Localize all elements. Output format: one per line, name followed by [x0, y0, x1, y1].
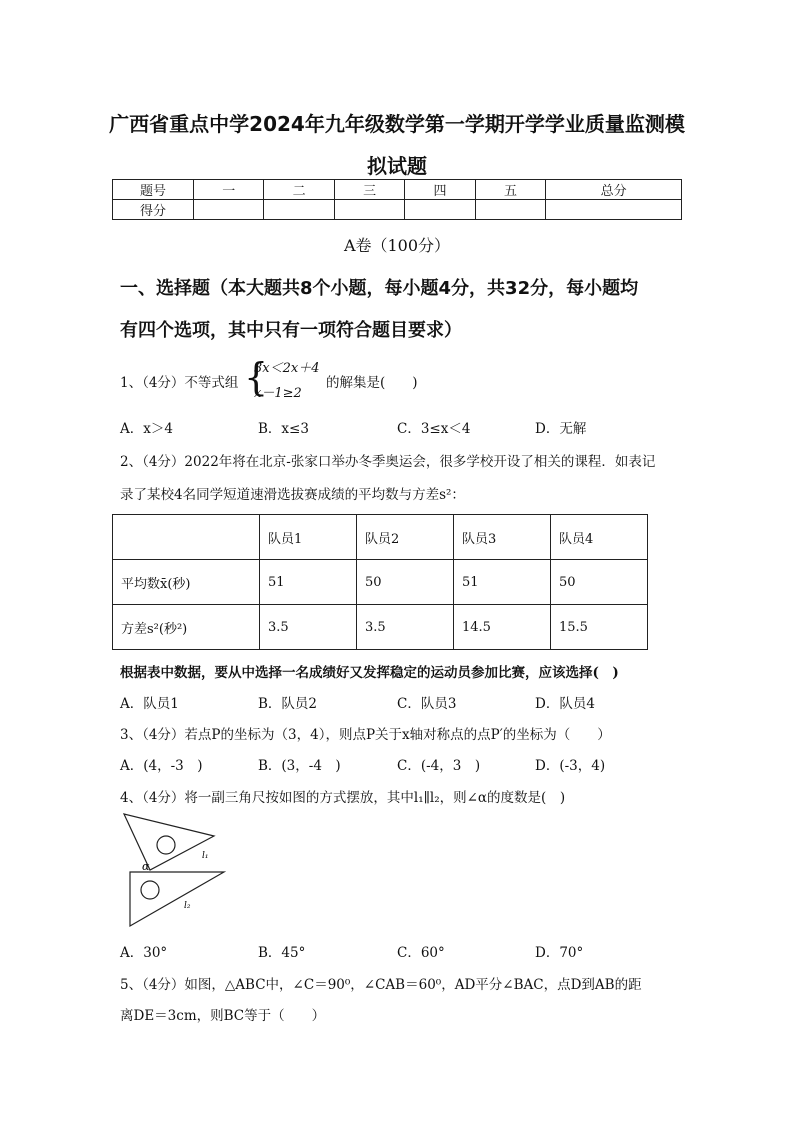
- q4-option-b[interactable]: B．45°: [258, 945, 306, 961]
- score-row-label: 得分: [113, 200, 194, 220]
- score-header-cell: 三: [334, 180, 404, 200]
- q4-option-c[interactable]: C．60°: [397, 945, 445, 961]
- doc-title-line2: 拟试题: [367, 154, 427, 178]
- stats-cell: 50: [357, 560, 454, 605]
- q3-option-a[interactable]: A．(4，-3 ): [120, 758, 203, 774]
- upper-triangle-hole: [157, 836, 175, 854]
- alpha-label: α: [142, 860, 150, 873]
- stats-header-row: [113, 515, 648, 560]
- q2-question: 根据表中数据，要从中选择一名成绩好又发挥稳定的运动员参加比赛，应该选择( ): [120, 665, 619, 681]
- stats-row-variance: [113, 605, 648, 650]
- q4-text: 4、（4分）将一副三角尺按如图的方式摆放，其中l₁∥l₂，则∠α的度数是( ): [120, 790, 566, 806]
- stats-header-cell: 队员3: [454, 515, 551, 560]
- q1-option-a[interactable]: A．x＞4: [120, 421, 173, 437]
- stats-header-cell: 队员1: [260, 515, 357, 560]
- q5-text-line1: 5、（4分）如图，△ABC中，∠C＝90⁰，∠CAB＝60⁰，AD平分∠BAC，点D到AB的距: [120, 977, 642, 993]
- score-table-row: [113, 200, 682, 220]
- q4-option-a[interactable]: A．30°: [120, 945, 168, 961]
- upper-triangle: [124, 814, 214, 870]
- score-header-cell: 五: [475, 180, 545, 200]
- score-header-cell: 二: [264, 180, 334, 200]
- q2-option-a[interactable]: A．队员1: [120, 696, 179, 712]
- section1-heading-line2: 有四个选项，其中只有一项符合题目要求）: [120, 320, 462, 341]
- doc-title-line1: 广西省重点中学2024年九年级数学第一学期开学学业质量监测模: [109, 112, 685, 136]
- score-table: [112, 179, 682, 220]
- stats-cell: 50: [551, 560, 648, 605]
- q5-text-line2: 离DE＝3cm，则BC等于（ ）: [120, 1008, 326, 1024]
- q1-option-c[interactable]: C．3≤x＜4: [397, 421, 471, 437]
- q2-option-c[interactable]: C．队员3: [397, 696, 457, 712]
- score-header-cell: 题号: [113, 180, 194, 200]
- score-input-cell[interactable]: [405, 200, 475, 220]
- part-a-heading: A卷（100分）: [343, 236, 451, 255]
- section1-heading-line1: 一、选择题（本大题共8个小题，每小题4分，共32分，每小题均: [120, 278, 639, 299]
- q1-option-b[interactable]: B．x≤3: [258, 421, 309, 437]
- score-input-cell[interactable]: [194, 200, 264, 220]
- q3-option-c[interactable]: C．(-4，3 ): [397, 758, 481, 774]
- q4-option-d[interactable]: D．70°: [535, 945, 584, 961]
- q3-text: 3、（4分）若点P的坐标为（3，4），则点P关于x轴对称点的点P′的坐标为（ ）: [120, 727, 611, 743]
- score-header-cell: 总分: [546, 180, 682, 200]
- score-header-cell: 四: [405, 180, 475, 200]
- q1-inequality-2: x－1≥2: [254, 386, 302, 401]
- lower-triangle-hole: [141, 881, 159, 899]
- lower-triangle: [130, 872, 224, 926]
- q1-suffix: 的解集是( ): [326, 375, 418, 391]
- score-header-cell: 一: [194, 180, 264, 200]
- q2-option-d[interactable]: D．队员4: [535, 696, 595, 712]
- stats-cell: 3.5: [357, 605, 454, 650]
- score-table-header-row: [113, 180, 682, 200]
- stats-row-mean: [113, 560, 648, 605]
- l1-label: l₁: [202, 851, 209, 861]
- q3-option-d[interactable]: D．(-3，4): [535, 758, 606, 774]
- q2-stats-table: [112, 514, 648, 650]
- stats-header-cell: 队员4: [551, 515, 648, 560]
- stats-cell: 3.5: [260, 605, 357, 650]
- q4-triangle-figure: [116, 810, 226, 935]
- q1-prefix: 1、（4分）不等式组: [120, 375, 239, 391]
- stats-cell: 51: [454, 560, 551, 605]
- q3-option-b[interactable]: B．(3，-4 ): [258, 758, 341, 774]
- stats-cell: 51: [260, 560, 357, 605]
- score-input-cell[interactable]: [334, 200, 404, 220]
- q1-inequality-1: 3x＜2x＋4: [254, 361, 320, 376]
- q1-brace: {: [244, 355, 269, 399]
- stats-cell: 15.5: [551, 605, 648, 650]
- score-input-cell[interactable]: [264, 200, 334, 220]
- stats-header-cell: 队员2: [357, 515, 454, 560]
- score-input-cell[interactable]: [546, 200, 682, 220]
- score-input-cell[interactable]: [475, 200, 545, 220]
- q2-option-b[interactable]: B．队员2: [258, 696, 318, 712]
- q2-text-line2: 录了某校4名同学短道速滑选拔赛成绩的平均数与方差s²：: [120, 487, 465, 503]
- stats-row-label: 平均数x̄(秒): [113, 560, 260, 605]
- l2-label: l₂: [184, 901, 191, 911]
- stats-row-label: 方差s²(秒²): [113, 605, 260, 650]
- stats-header-cell: [113, 515, 260, 560]
- stats-cell: 14.5: [454, 605, 551, 650]
- q1-option-d[interactable]: D．无解: [535, 421, 587, 437]
- q2-text-line1: 2、（4分）2022年将在北京-张家口举办冬季奥运会，很多学校开设了相关的课程．如表记: [120, 454, 656, 470]
